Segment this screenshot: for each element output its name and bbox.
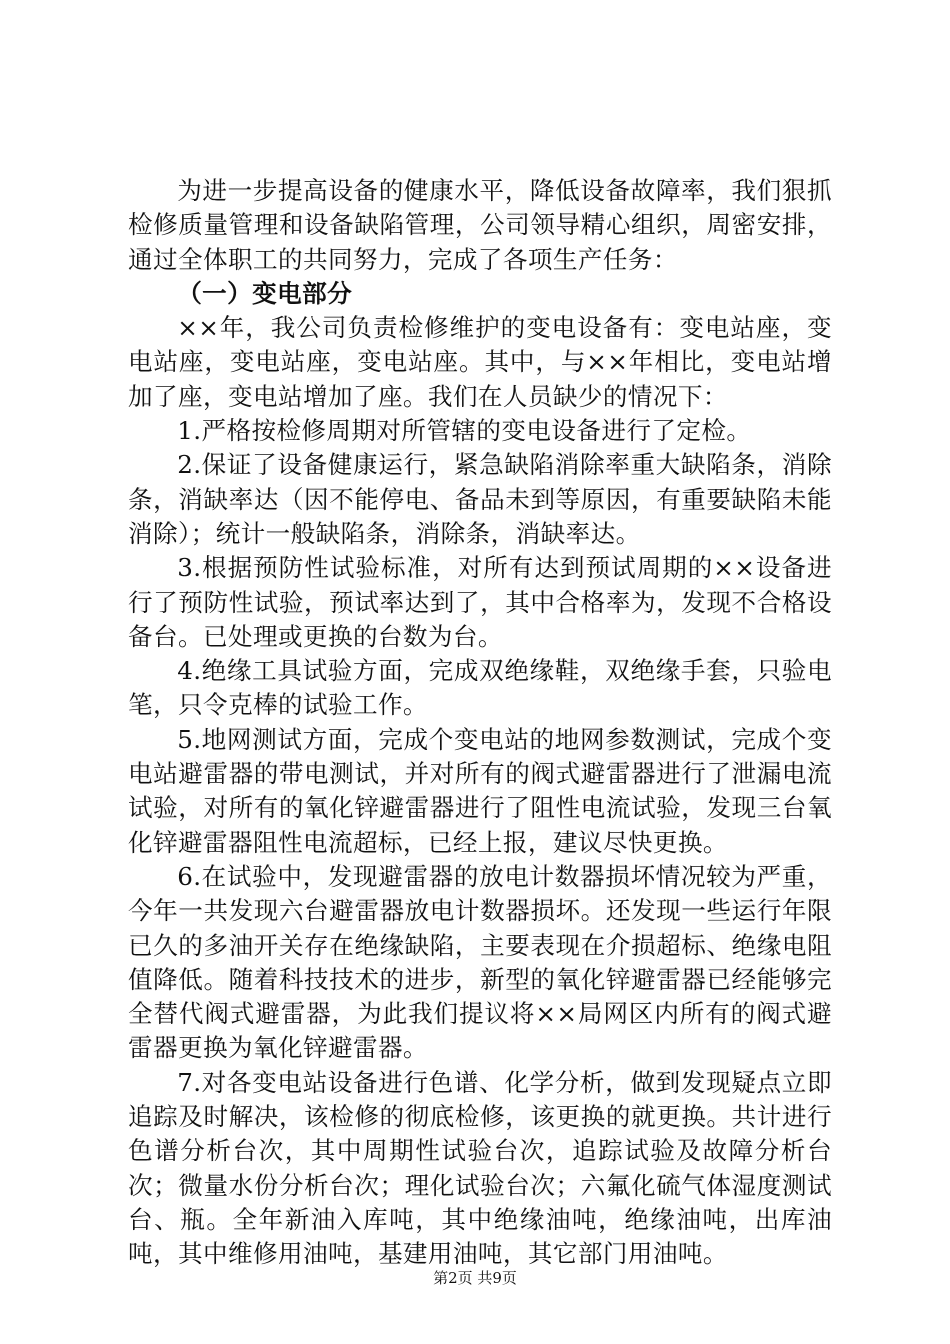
list-item-4: 4.绝缘工具试验方面，完成双绝缘鞋，双绝缘手套，只验电笔，只令克棒的试验工作。 — [128, 656, 832, 720]
list-item-7: 7.对各变电站设备进行色谱、化学分析，做到发现疑点立即追踪及时解决，该检修的彻底检修，该更换的就更换。共计进行色谱分析台次，其中周期性试验台次，追踪试验及故障分析台次；微量水份分析台次；理化试验台次；六氟化硫气体湿度测试台、瓶。全年新油入库吨，其中绝缘油吨，绝缘油吨，出库油吨，其中维修用油吨，基建用油吨，其它部门用油吨。 — [128, 1067, 832, 1269]
list-item-1: 1.严格按检修周期对所管辖的变电设备进行了定检。 — [177, 416, 752, 446]
list-item-3: 3.根据预防性试验标准，对所有达到预试周期的××设备进行了预防性试验，预试率达到了，其中合格率为，发现不合格设备台。已处理或更换的台数为台。 — [128, 553, 832, 651]
list-item-5: 5.地网测试方面，完成个变电站的地网参数测试，完成个变电站避雷器的带电测试，并对所有的阀式避雷器进行了泄漏电流试验，对所有的氧化锌避雷器进行了阻性电流试验，发现三台氧化锌避雷器阻性电流超标，已经上报，建议尽快更换。 — [128, 724, 832, 857]
document-body — [128, 174, 832, 1272]
intro-paragraph: 为进一步提高设备的健康水平，降低设备故障率，我们狠抓检修质量管理和设备缺陷管理，公司领导精心组织，周密安排，通过全体职工的共同努力，完成了各项生产任务： — [128, 176, 832, 274]
section-heading: （一）变电部分 — [177, 278, 353, 308]
list-item-6: 6.在试验中，发现避雷器的放电计数器损坏情况较为严重，今年一共发现六台避雷器放电计数器损坏。还发现一些运行年限已久的多油开关存在绝缘缺陷，主要表现在介损超标、绝缘电阻值降低。随着科技技术的进步，新型的氧化锌避雷器已经能够完全替代阀式避雷器，为此我们提议将××局网区内所有的阀式避雷器更换为氧化锌避雷器。 — [128, 861, 832, 1063]
section-intro-paragraph: ××年，我公司负责检修维护的变电设备有：变电站座，变电站座，变电站座，变电站座。其中，与××年相比，变电站增加了座，变电站增加了座。我们在人员缺少的情况下： — [128, 313, 832, 411]
list-item-2: 2.保证了设备健康运行，紧急缺陷消除率重大缺陷条，消除条，消缺率达（因不能停电、备品未到等原因，有重要缺陷未能消除）；统计一般缺陷条，消除条，消缺率达。 — [128, 450, 832, 548]
page-number-footer: 第2页 共9页 — [433, 1269, 517, 1287]
